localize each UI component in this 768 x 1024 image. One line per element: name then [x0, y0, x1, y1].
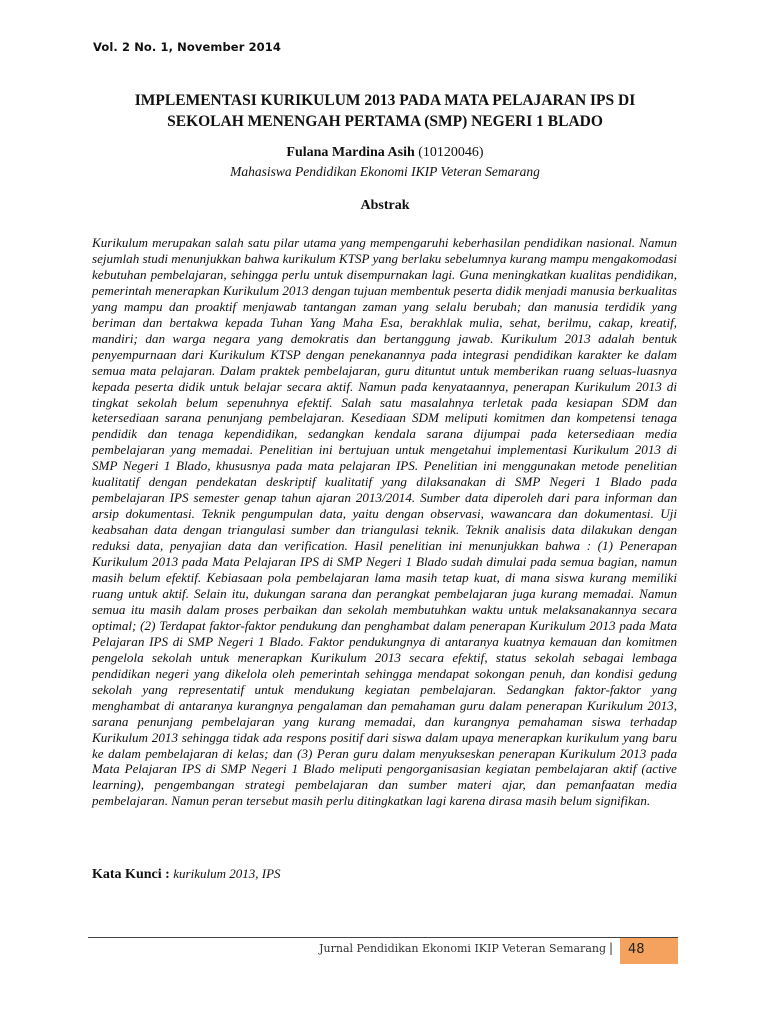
author-student-id: (10120046) [418, 145, 484, 160]
keywords-label: Kata Kunci : [92, 867, 170, 882]
volume-issue-header: Vol. 2 No. 1, November 2014 [93, 40, 281, 54]
article-title-line-2: SEKOLAH MENENGAH PERTAMA (SMP) NEGERI 1 BLADO [167, 113, 603, 130]
article-title [90, 90, 680, 132]
article-title-line-1: IMPLEMENTASI KURIKULUM 2013 PADA MATA PELAJARAN IPS DI [134, 92, 636, 109]
page-number: 48 [628, 942, 645, 957]
author-line [90, 145, 680, 161]
keywords [92, 866, 281, 883]
author-name: Fulana Mardina Asih [286, 145, 415, 160]
author-affiliation: Mahasiswa Pendidikan Ekonomi IKIP Veteran Semarang [230, 164, 540, 179]
abstract-body: Kurikulum merupakan salah satu pilar utama yang mempengaruhi keberhasilan pendidikan nasional. Namun sejumlah studi menunjukkan bahwa kurikulum KTSP yang berlaku sebelumnya kurang mampu mengakomodasi kebutuhan pembelajaran, sehingga perlu untuk disempurnakan lagi. Guna meningkatkan kualitas pendidikan, pemerintah menerapkan Kurikulum 2013 dengan tujuan membentuk peserta didik menjadi manusia berkualitas yang mampu dan proaktif menjawab tantangan zaman yang selalu berubah; dan manusia terdidik yang beriman dan bertakwa kepada Tuhan Yang Maha Esa, berakhlak mulia, sehat, berilmu, cakap, kreatif, mandiri; dan warga negara yang demokratis dan bertanggung jawab. Kurikulum 2013 adalah bentuk penyempurnaan dari Kurikulum KTSP dengan penekanannya pada integrasi pendidikan karakter ke dalam semua mata pelajaran. Dalam praktek pembelajaran, guru dituntut untuk memberikan ruang seluas-luasnya kepada peserta didik untuk belajar secara aktif. Namun pada kenyataannya, penerapan Kurikulum 2013 di tingkat sekolah belum sepenuhnya efektif. Salah satu masalahnya terletak pada kesiapan SDM dan ketersediaan sarana penunjang pembelajaran. Kesediaan SDM meliputi komitmen dan kompetensi tenaga pendidik dan tenaga kependidikan, sedangkan kendala sarana dijumpai pada ketersediaan media pembelajaran yang memadai. Penelitian ini bertujuan untuk mengetahui implementasi Kurikulum 2013 di SMP Negeri 1 Blado, khususnya pada mata pelajaran IPS. Penelitian ini menggunakan metode penelitian kualitatif dengan pendekatan deskriptif kualitatif yang dilaksanakan di SMP Negeri 1 Blado pada pembelajaran IPS semester genap tahun ajaran 2013/2014. Sumber data diperoleh dari para informan dan arsip dokumentasi. Teknik pengumpulan data, yaitu dengan observasi, wawancara dan dokumentasi. Uji keabsahan data dengan triangulasi sumber dan triangulasi teknik. Teknik analisis data dilakukan dengan reduksi data, penyajian data dan verification. Hasil penelitian ini menunjukkan bahwa : (1) Penerapan Kurikulum 2013 pada Mata Pelajaran IPS di SMP Negeri 1 Blado sudah dimulai pada semua bagian, namun masih belum efektif. Kebiasaan pola pembelajaran lama masih tetap kuat, di mana siswa kurang memiliki ruang untuk aktif. Selain itu, dukungan sarana dan perangkat pembelajaran juga kurang memadai. Namun semua itu masih dalam proses perbaikan dan sekolah membutuhkan waktu untuk melaksanakannya secara optimal; (2) Terdapat faktor-faktor pendukung dan penghambat dalam penerapan Kurikulum 2013 pada Mata Pelajaran IPS di SMP Negeri 1 Blado. Faktor pendukungnya di antaranya kuatnya kemauan dan komitmen pengelola sekolah untuk menerapkan Kurikulum 2013 secara efektif, status sekolah sebagai lembaga pendidikan negeri yang dikelola oleh pemerintah sehingga mendapat sokongan penuh, dan kondisi gedung sekolah yang representatif untuk mendukung kegiatan pembelajaran. Sedangkan faktor-faktor yang menghambat di antaranya kurangnya pengalaman dan pemahaman guru dalam penerapan Kurikulum 2013, sarana penunjang pembelajaran yang kurang memadai, dan kurangnya pemahaman siswa terhadap Kurikulum 2013 sehingga tidak ada respons positif dari siswa dalam upaya menerapkan kurikulum yang baru ke dalam pembelajaran di kelas; dan (3) Peran guru dalam menyukseskan penerapan Kurikulum 2013 pada Mata Pelajaran IPS di SMP Negeri 1 Blado meliputi pengorganisasian kegiatan pembelajaran aktif (active learning), pengembangan strategi pembelajaran dan sumber materi ajar, dan pemanfaatan media pembelajaran. Namun peran tersebut masih perlu ditingkatkan lagi karena dirasa masih belum signifikan. [92, 235, 677, 809]
abstract-heading: Abstrak [360, 198, 410, 213]
keywords-value: kurikulum 2013, IPS [173, 866, 281, 881]
footer-journal-name: Jurnal Pendidikan Ekonomi IKIP Veteran Semarang [319, 942, 606, 955]
footer-separator: | [609, 941, 614, 955]
page-number-box [620, 938, 678, 964]
footer-divider [88, 937, 678, 938]
